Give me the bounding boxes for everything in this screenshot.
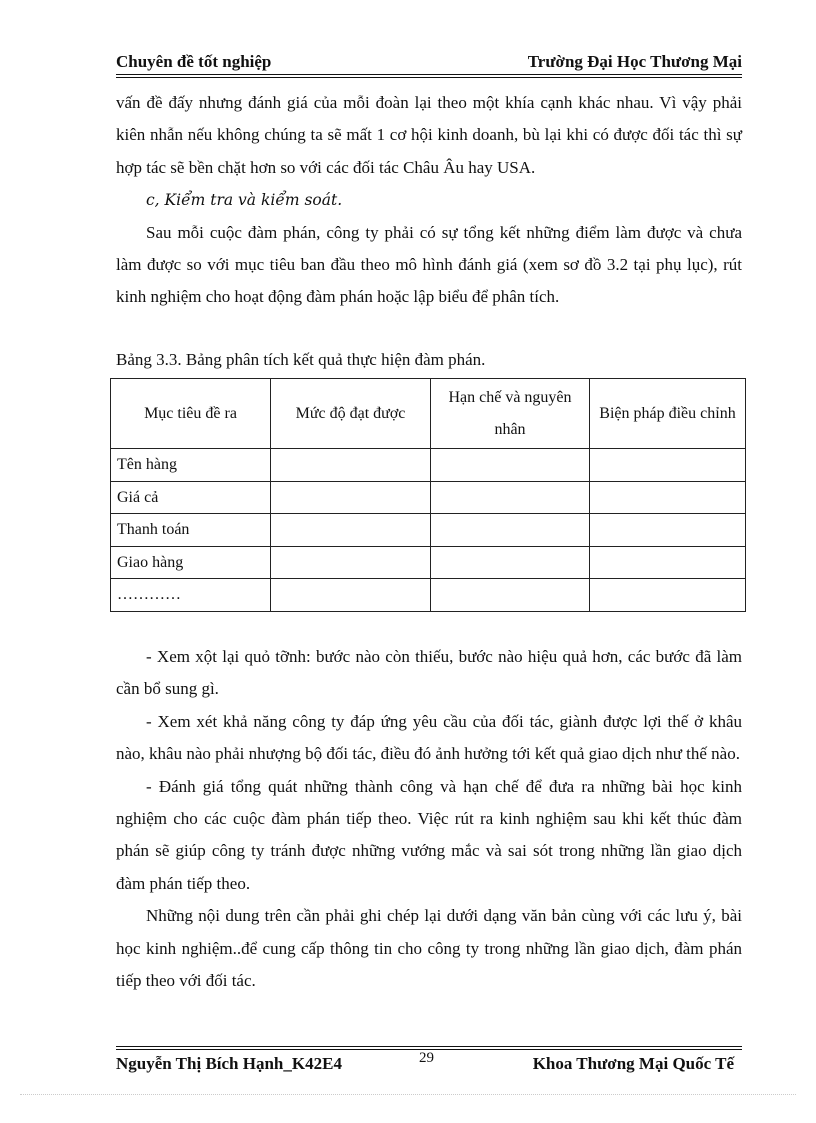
table-row bbox=[111, 579, 746, 612]
table-cell bbox=[271, 481, 431, 514]
table-header-cell: Mục tiêu đề ra bbox=[111, 379, 271, 449]
top-text-block bbox=[116, 87, 742, 314]
footer-faculty: Khoa Thương Mại Quốc Tế bbox=[532, 1054, 734, 1073]
table-cell bbox=[431, 514, 590, 547]
table-header-cell: Mức độ đạt được bbox=[271, 379, 431, 449]
table-cell bbox=[271, 514, 431, 547]
table-row-label: Giao hàng bbox=[111, 546, 271, 579]
page-footer bbox=[116, 1050, 742, 1078]
table-cell bbox=[590, 546, 746, 579]
page-header bbox=[116, 52, 742, 74]
header-left-title: Chuyên đề tốt nghiệp bbox=[116, 52, 272, 71]
table-caption: Bảng 3.3. Bảng phân tích kết quả thực hiện đàm phán. bbox=[116, 350, 486, 369]
table-row-label: Tên hàng bbox=[111, 449, 271, 482]
table-row bbox=[111, 514, 746, 547]
table-cell bbox=[431, 449, 590, 482]
table-row bbox=[111, 546, 746, 579]
header-right-title: Trường Đại Học Thương Mại bbox=[527, 52, 742, 71]
table-cell bbox=[590, 449, 746, 482]
table-cell bbox=[271, 546, 431, 579]
bottom-text-block bbox=[116, 641, 742, 997]
page-number: 29 bbox=[419, 1050, 434, 1066]
table-cell bbox=[590, 579, 746, 612]
table-row-label: Thanh toán bbox=[111, 514, 271, 547]
table-cell bbox=[431, 546, 590, 579]
table-header-row bbox=[111, 379, 746, 449]
top-paragraph: vấn đề đấy nhưng đánh giá của mỗi đoàn lại theo một khía cạnh khác nhau. Vì vậy phải kiên nhẫn nếu không chúng ta sẽ mất 1 cơ hội kinh doanh, bù lại khi có được đối tác thì sự hợp tác sẽ bền chặt hơn so với các đối tác Châu Âu hay USA. bbox=[116, 93, 742, 177]
table-cell bbox=[590, 481, 746, 514]
table-cell bbox=[271, 579, 431, 612]
table-row-label: Giá cả bbox=[111, 481, 271, 514]
table-header-cell: Hạn chế và nguyên nhân bbox=[431, 379, 590, 449]
header-rule bbox=[116, 74, 742, 75]
page-bottom-divider bbox=[20, 1094, 796, 1095]
footer-rule bbox=[116, 1046, 742, 1047]
table-row-label: ………… bbox=[111, 579, 271, 612]
header-rule-thin bbox=[116, 77, 742, 78]
table-header-cell: Biện pháp điều chỉnh bbox=[590, 379, 746, 449]
footer-author: Nguyễn Thị Bích Hạnh_K42E4 bbox=[116, 1054, 342, 1073]
table-cell bbox=[431, 481, 590, 514]
section-subheading: c, Kiểm tra và kiểm soát. bbox=[146, 191, 343, 210]
table-cell bbox=[590, 514, 746, 547]
bullet-paragraph: - Xem xột lại quỏ tỡnh: bước nào còn thiếu, bước nào hiệu quả hơn, các bước đã làm cần bổ sung gì. bbox=[116, 647, 742, 699]
bullet-paragraph: - Xem xét khả năng công ty đáp ứng yêu cầu của đối tác, giành được lợi thế ở khâu nào, khâu nào phải nhượng bộ đối tác, điều đó ảnh hưởng tới kết quả giao dịch như thế nào. bbox=[116, 711, 742, 764]
table-row bbox=[111, 481, 746, 514]
closing-paragraph: Những nội dung trên cần phải ghi chép lại dưới dạng văn bản cùng với các lưu ý, bài học kinh nghiệm..để cung cấp thông tin cho công ty trong những lần giao dịch, đàm phán tiếp theo với đối tác. bbox=[116, 906, 742, 991]
table-cell bbox=[431, 579, 590, 612]
table-cell bbox=[271, 449, 431, 482]
table-row bbox=[111, 449, 746, 482]
bullet-paragraph: - Đánh giá tổng quát những thành công và hạn chế để đưa ra những bài học kinh nghiệm cho các cuộc đàm phán tiếp theo. Việc rút ra kinh nghiệm sau khi kết thúc đàm phán sẽ giúp công ty tránh được những vướng mắc và sai sót trong những lần giao dịch đàm phán tiếp theo. bbox=[116, 776, 742, 893]
intro-paragraph: Sau mỗi cuộc đàm phán, công ty phải có sự tổng kết những điểm làm được và chưa làm được so với mục tiêu ban đầu theo mô hình đánh giá (xem sơ đồ 3.2 tại phụ lục), rút kinh nghiệm cho hoạt động đàm phán hoặc lập biểu để phân tích. bbox=[116, 222, 742, 307]
analysis-table bbox=[110, 378, 746, 612]
